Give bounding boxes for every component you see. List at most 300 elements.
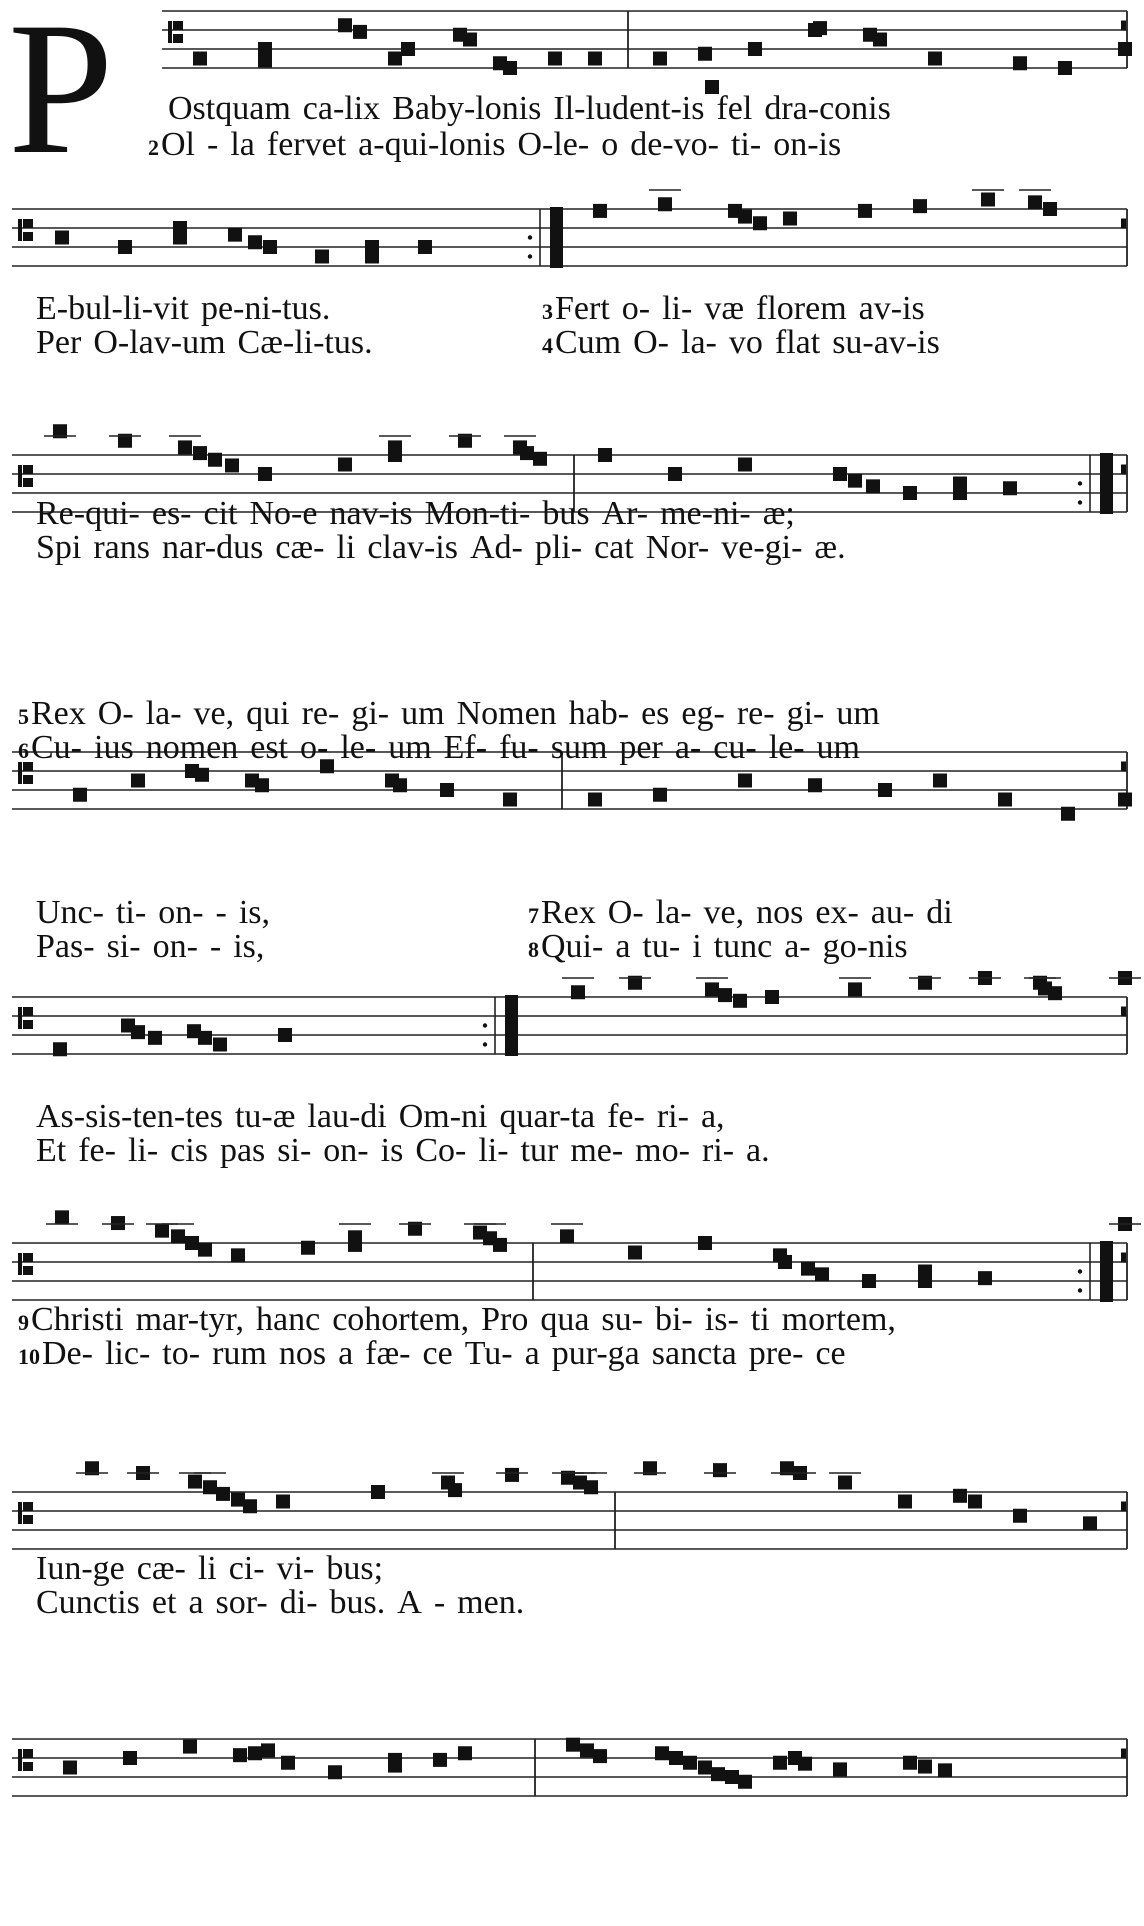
lyric-syllable: mortem,	[781, 1301, 896, 1338]
lyric-line	[36, 930, 276, 964]
lyric-syllable: um	[388, 729, 432, 766]
neume-note	[683, 1756, 697, 1770]
lyric-syllable: fe-	[78, 1132, 116, 1169]
neume-note	[903, 1756, 917, 1770]
lyric-syllable: -	[209, 928, 222, 965]
lyric-syllable: gi-	[351, 695, 390, 732]
lyric-syllable: ex-	[815, 894, 859, 931]
lyric-syllable: nos	[756, 894, 804, 931]
verse-number: 2	[148, 135, 159, 160]
neume-note	[198, 1031, 212, 1045]
lyric-syllable: li-	[127, 1132, 159, 1169]
lyric-syllable: Rex	[541, 894, 596, 931]
lyric-syllable: ce	[422, 1335, 453, 1372]
verse-number: 4	[542, 333, 553, 358]
neume-note	[848, 474, 862, 488]
lyric-syllable: -	[207, 126, 219, 163]
lyric-syllable: es	[641, 695, 670, 732]
lyric-syllable: is	[380, 1132, 404, 1169]
neume-note	[953, 1489, 967, 1503]
lyric-line	[36, 531, 858, 565]
lyric-syllable: fe-	[607, 1098, 645, 1135]
neume-note	[1048, 986, 1062, 1000]
lyric-syllable: cu-	[713, 729, 757, 766]
lyric-syllable: tu-æ	[234, 1098, 296, 1135]
neume-note	[388, 1759, 402, 1773]
lyric-syllable: rum	[212, 1335, 267, 1372]
lyric-syllable: li-	[662, 290, 693, 327]
lyric-syllable: Cum	[555, 324, 622, 361]
lyric-syllable: væ	[704, 290, 745, 327]
lyric-syllable: Rex	[31, 695, 86, 732]
c-clef	[18, 1502, 22, 1524]
neume-note	[1118, 793, 1132, 807]
neume-note	[866, 479, 880, 493]
neume-note	[231, 1248, 245, 1262]
lyric-syllable: um	[816, 729, 860, 766]
neume-note	[533, 452, 547, 466]
lyric-line	[36, 1552, 395, 1586]
lyric-syllable: rans	[93, 529, 151, 566]
lyric-syllable: pe-ni-tus.	[200, 290, 331, 327]
verse-number: 9	[18, 1310, 29, 1335]
c-clef	[18, 762, 22, 784]
repeat-dot	[483, 1023, 487, 1027]
lyric-syllable: o-	[300, 729, 329, 766]
lyric-syllable: Baby-lonis	[392, 90, 542, 127]
neume-note	[131, 1025, 145, 1039]
repeat-dot	[1078, 481, 1082, 485]
lyric-syllable: clav-is	[367, 529, 458, 566]
neume-note	[248, 1746, 262, 1760]
lyric-syllable: on-	[152, 928, 198, 965]
c-clef	[23, 1007, 33, 1016]
lyric-syllable: si-	[106, 928, 141, 965]
lyric-syllable: li	[197, 1550, 217, 1587]
lyric-syllable: flat	[774, 324, 821, 361]
lyric-line-right	[528, 896, 965, 930]
lyric-syllable: a-	[784, 928, 811, 965]
neume-note	[338, 458, 352, 472]
lyric-syllable: cohortem,	[332, 1301, 470, 1338]
lyric-line-right	[542, 292, 937, 326]
lyric-syllable: ri-	[701, 1132, 735, 1169]
lyric-syllable: qui	[246, 695, 290, 732]
neume-note	[440, 783, 454, 797]
lyric-syllable: pli-	[534, 529, 583, 566]
final-barline	[505, 995, 518, 1056]
lyric-syllable: sor-	[215, 1584, 268, 1621]
lyric-syllable: la-	[145, 695, 182, 732]
lyric-syllable: um	[401, 695, 445, 732]
lyric-syllable: o	[601, 126, 619, 163]
neume-note	[713, 1463, 727, 1477]
neume-note	[588, 793, 602, 807]
c-clef	[23, 1515, 33, 1524]
lyric-syllable: cis	[170, 1132, 208, 1169]
custos	[1121, 1007, 1126, 1017]
lyric-syllable: quar-ta	[499, 1098, 596, 1135]
neume-note	[765, 990, 779, 1004]
lyric-syllable: Et	[36, 1132, 67, 1169]
lyric-syllable: a	[615, 928, 631, 965]
lyric-syllable: nomen	[145, 729, 239, 766]
lyric-syllable: pas	[219, 1132, 266, 1169]
lyric-syllable: et	[151, 1584, 177, 1621]
neume-note	[338, 18, 352, 32]
lyric-syllable: au-	[870, 894, 915, 931]
lyric-syllable: O-	[607, 894, 644, 931]
lyric-syllable: ca-lix	[302, 90, 381, 127]
lyric-syllable: O-	[633, 324, 670, 361]
lyric-syllable: hanc	[256, 1301, 321, 1338]
neume-note	[733, 994, 747, 1008]
lyric-syllable: men.	[457, 1584, 525, 1621]
lyric-syllable: vi-	[276, 1550, 315, 1587]
neume-note	[858, 204, 872, 218]
lyric-line	[36, 1134, 782, 1168]
neume-note	[231, 1493, 245, 1507]
lyric-syllable: mo-	[635, 1132, 690, 1169]
neume-note	[711, 1767, 725, 1781]
lyric-syllable: su-av-is	[832, 324, 940, 361]
lyric-syllable: a.	[746, 1132, 770, 1169]
neume-note	[898, 1495, 912, 1509]
lyric-line	[18, 697, 892, 731]
lyric-syllable: di-	[279, 1584, 318, 1621]
neume-note	[862, 1274, 876, 1288]
lyric-syllable: Unc-	[36, 894, 104, 931]
lyric-syllable: bus;	[326, 1550, 384, 1587]
c-clef	[23, 1020, 33, 1029]
custos	[1121, 465, 1126, 475]
neume-note	[669, 1751, 683, 1765]
lyric-line	[36, 1586, 536, 1620]
lyric-syllable: fæ-	[365, 1335, 411, 1372]
lyric-syllable: florem	[756, 290, 847, 327]
lyric-syllable: a	[338, 1335, 354, 1372]
neume-note	[155, 1224, 169, 1238]
neume-note	[458, 1746, 472, 1760]
neume-note	[748, 42, 762, 56]
custos	[1121, 21, 1126, 31]
final-barline	[1100, 1241, 1113, 1302]
neume-note	[833, 1762, 847, 1776]
lyric-syllable: me-	[570, 1132, 624, 1169]
lyric-syllable: Ol	[161, 126, 195, 163]
neume-note	[1058, 61, 1072, 75]
lyric-syllable: Re-qui-	[36, 495, 140, 532]
neume-note	[188, 1475, 202, 1489]
lyric-syllable: ci-	[228, 1550, 265, 1587]
lyric-syllable: bi-	[654, 1301, 693, 1338]
neume-note	[1013, 1509, 1027, 1523]
neume-note	[580, 1743, 594, 1757]
verse-number: 3	[542, 299, 553, 324]
lyric-syllable: O-	[97, 695, 134, 732]
lyric-syllable: vo	[728, 324, 763, 361]
lyric-syllable: fel	[716, 90, 753, 127]
lyric-syllable: mar-tyr,	[135, 1301, 244, 1338]
lyric-syllable: hab-	[568, 695, 630, 732]
neume-note	[401, 42, 415, 56]
lyric-syllable: si-	[277, 1132, 312, 1169]
neume-note	[248, 235, 262, 249]
neume-note	[148, 1031, 162, 1045]
neume-note	[653, 788, 667, 802]
lyric-syllable: Christi	[31, 1301, 124, 1338]
lyric-syllable: O-lav-um	[93, 324, 226, 361]
lyric-syllable: æ;	[762, 495, 795, 532]
neume-note	[463, 33, 477, 47]
lyric-syllable: re-	[736, 695, 775, 732]
neume-note	[258, 467, 272, 481]
neume-note	[63, 1761, 77, 1775]
neume-note	[301, 1241, 315, 1255]
neume-note	[193, 446, 207, 460]
c-clef	[23, 219, 33, 228]
neume-note	[393, 778, 407, 792]
lyric-syllable: Spi	[36, 529, 82, 566]
custos	[1121, 1253, 1126, 1263]
neume-note	[261, 1743, 275, 1757]
lyric-syllable: on-	[158, 894, 204, 931]
repeat-dot	[1078, 500, 1082, 504]
lyric-syllable: o-	[621, 290, 651, 327]
lyric-syllable: ius	[94, 729, 134, 766]
neume-note	[848, 982, 862, 996]
lyric-syllable: nos	[278, 1335, 327, 1372]
lyric-syllable: es-	[151, 495, 192, 532]
neume-note	[778, 1255, 792, 1269]
neume-note	[873, 33, 887, 47]
lyric-syllable: per	[619, 729, 663, 766]
neume-note	[593, 1749, 607, 1763]
lyric-line	[18, 1337, 858, 1371]
neume-note	[493, 1238, 507, 1252]
neume-note	[598, 448, 612, 462]
neume-note	[216, 1487, 230, 1501]
neume-note	[978, 1271, 992, 1285]
lyric-syllable: Cæ-li-tus.	[237, 324, 373, 361]
neume-note	[548, 52, 562, 66]
neume-note	[738, 458, 752, 472]
lyric-syllable: ri-	[656, 1098, 689, 1135]
neume-note	[783, 212, 797, 226]
neume-note	[193, 52, 207, 66]
lyric-syllable: bus	[542, 495, 590, 532]
repeat-dot	[1078, 1288, 1082, 1292]
neume-note	[503, 793, 517, 807]
lyric-syllable: on-is	[773, 126, 842, 163]
neume-note	[173, 231, 187, 245]
neume-note	[655, 1746, 669, 1760]
neume-note	[55, 231, 69, 245]
lyric-line	[36, 292, 342, 326]
neume-note	[801, 1262, 815, 1276]
lyric-syllable: ti	[750, 1301, 770, 1338]
lyric-syllable: la-	[681, 324, 717, 361]
neume-note	[1028, 195, 1042, 209]
neume-note	[53, 1042, 67, 1056]
repeat-dot	[528, 235, 532, 239]
neume-note	[520, 446, 534, 460]
repeat-dot	[1078, 1269, 1082, 1273]
lyric-syllable: pre-	[748, 1335, 804, 1372]
lyric-syllable: la	[230, 126, 255, 163]
neume-note	[278, 1028, 292, 1042]
neume-note	[225, 458, 239, 472]
lyric-syllable: Qui-	[541, 928, 604, 965]
neume-note	[171, 1229, 185, 1243]
neume-note	[505, 1468, 519, 1482]
neume-note	[571, 985, 585, 999]
lyric-syllable: E-bul-li-vit	[36, 290, 189, 327]
neume-note	[928, 52, 942, 66]
repeat-dot	[528, 254, 532, 258]
neume-note	[705, 982, 719, 996]
lyric-syllable: go-nis	[822, 928, 908, 965]
lyric-syllable: a-	[674, 729, 702, 766]
custos	[1121, 762, 1126, 772]
lyric-syllable: li-	[478, 1132, 509, 1169]
lyric-syllable: tu-	[642, 928, 681, 965]
neume-note	[448, 1483, 462, 1497]
neume-note	[1003, 481, 1017, 495]
neume-note	[593, 204, 607, 218]
c-clef	[173, 34, 183, 43]
neume-note	[918, 1274, 932, 1288]
c-clef	[23, 232, 33, 241]
c-clef	[173, 21, 183, 30]
neume-note	[233, 1748, 247, 1762]
lyric-syllable: i	[692, 928, 702, 965]
c-clef	[23, 1266, 33, 1275]
lyric-syllable: Ef-	[443, 729, 488, 766]
c-clef	[18, 1007, 22, 1029]
lyric-syllable: a-qui-lonis	[358, 126, 506, 163]
neume-note	[228, 228, 242, 242]
lyric-syllable: le-	[768, 729, 805, 766]
lyric-syllable: a	[188, 1584, 204, 1621]
lyric-syllable: sum	[550, 729, 608, 766]
lyric-syllable: ve-gi-	[721, 529, 803, 566]
verse-number: 6	[18, 738, 29, 763]
lyric-syllable: nav-is	[329, 495, 413, 532]
lyric-syllable: Cunctis	[36, 1584, 140, 1621]
neume-note	[698, 1236, 712, 1250]
neume-note	[178, 440, 192, 454]
lyric-syllable: Iun-ge	[36, 1550, 125, 1587]
neume-note	[183, 1740, 197, 1754]
c-clef	[18, 219, 22, 241]
lyric-syllable: As-sis-ten-tes	[36, 1098, 223, 1135]
lyric-syllable: est	[250, 729, 289, 766]
neume-note	[938, 1763, 952, 1777]
neume-note	[111, 1216, 125, 1230]
lyric-syllable: cat	[594, 529, 634, 566]
c-clef	[23, 478, 33, 487]
neume-note	[913, 199, 927, 213]
neume-note	[698, 1761, 712, 1775]
lyric-syllable: Ostquam	[168, 90, 291, 127]
neume-note	[371, 1485, 385, 1499]
neume-note	[668, 467, 682, 481]
lyric-syllable: O-le-	[517, 126, 590, 163]
lyric-syllable: fervet	[266, 126, 347, 163]
lyric-syllable: li	[336, 529, 356, 566]
lyric-syllable: Nor-	[645, 529, 710, 566]
neume-note	[198, 1243, 212, 1257]
lyric-line-right	[542, 326, 952, 360]
neume-note	[653, 52, 667, 66]
final-barline	[1100, 453, 1113, 514]
neume-note	[628, 1246, 642, 1260]
neume-note	[195, 768, 209, 782]
custos	[1121, 1749, 1126, 1759]
lyric-syllable: is,	[238, 894, 271, 931]
lyric-syllable: Co-	[415, 1132, 467, 1169]
lyric-syllable: Ar-	[601, 495, 649, 532]
lyric-syllable: lic-	[104, 1335, 151, 1372]
neume-note	[255, 778, 269, 792]
lyric-line	[18, 731, 872, 765]
lyric-syllable: bus.	[329, 1584, 386, 1621]
neume-note	[838, 1476, 852, 1490]
neume-note	[353, 25, 367, 39]
repeat-dot	[483, 1042, 487, 1046]
lyric-syllable: lau-di	[307, 1098, 387, 1135]
c-clef	[168, 21, 172, 43]
neume-note	[698, 47, 712, 61]
neume-note	[878, 783, 892, 797]
neume-note	[1043, 202, 1057, 216]
neume-note	[315, 250, 329, 264]
lyric-syllable: Tu-	[464, 1335, 513, 1372]
verse-number: 5	[18, 704, 29, 729]
lyric-syllable: pur-ga	[551, 1335, 640, 1372]
lyric-syllable: -	[215, 894, 227, 931]
lyric-syllable: Nomen	[456, 695, 557, 732]
lyric-syllable: No-e	[249, 495, 318, 532]
neume-note	[203, 1480, 217, 1494]
neume-note	[276, 1495, 290, 1509]
lyric-syllable: A	[397, 1584, 422, 1621]
verse-number: 8	[528, 937, 539, 962]
neume-note	[813, 21, 827, 35]
c-clef	[23, 1749, 33, 1758]
neume-note	[1083, 1516, 1097, 1530]
c-clef	[18, 1749, 22, 1771]
lyric-syllable: Om-ni	[398, 1098, 488, 1135]
lyric-line	[36, 1100, 737, 1134]
lyric-line	[36, 896, 282, 930]
lyric-line	[18, 1303, 908, 1337]
lyric-syllable: um	[836, 695, 880, 732]
lyric-line-right	[528, 930, 920, 964]
neume-note	[213, 1038, 227, 1052]
neume-note	[55, 1210, 69, 1224]
neume-note	[503, 61, 517, 75]
lyric-line	[148, 128, 853, 162]
neume-note	[753, 216, 767, 230]
lyric-syllable: re-	[301, 695, 340, 732]
lyric-syllable: æ.	[814, 529, 846, 566]
neume-note	[718, 988, 732, 1002]
lyric-syllable: fu-	[499, 729, 539, 766]
neume-note	[1013, 56, 1027, 70]
lyric-syllable: ce	[815, 1335, 846, 1372]
